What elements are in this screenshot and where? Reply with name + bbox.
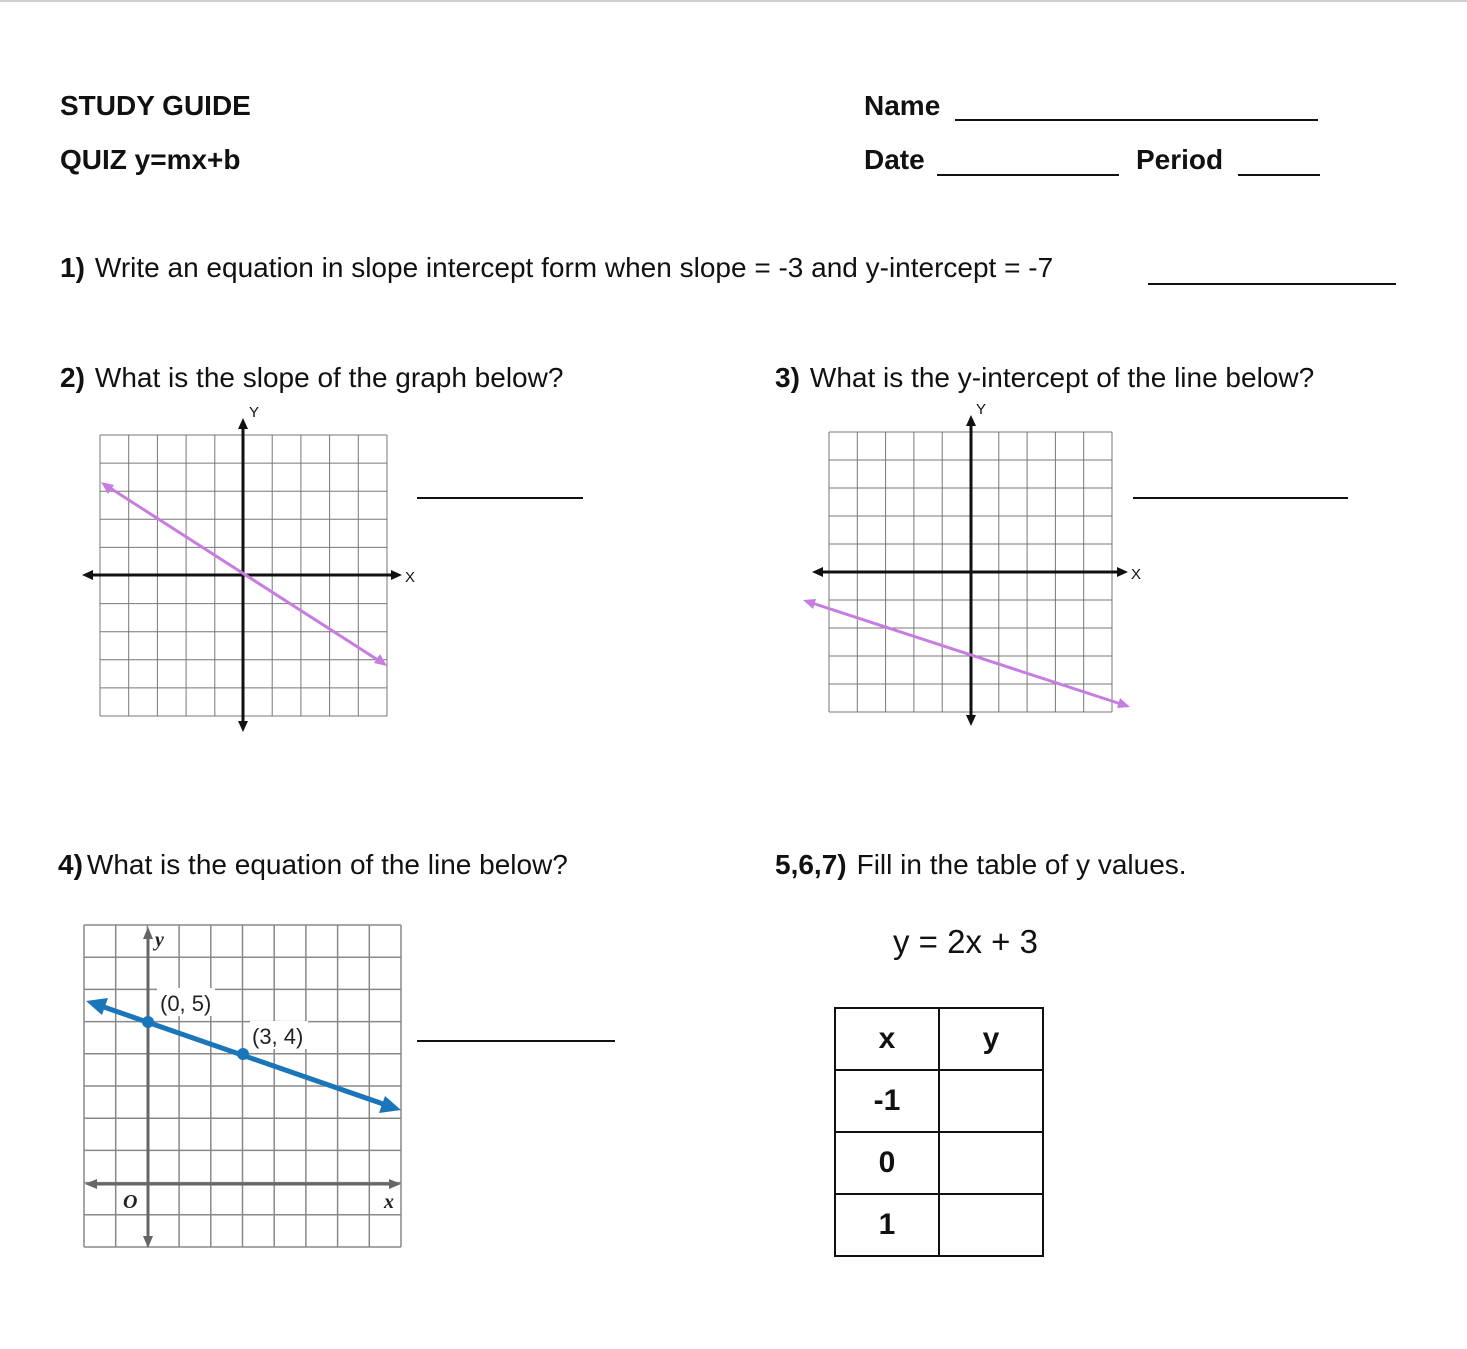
graph-2-y-label: Y [249,404,260,421]
graph-3-x-label: X [1131,566,1142,583]
values-table [834,1007,1044,1257]
table-y-answer-cell[interactable] [939,1194,1043,1256]
graph-4-point-2-label: (3, 4) [252,1024,304,1049]
graph-4-y-label: y [155,929,164,951]
question-4-number: 4) [58,849,83,880]
question-5-6-7 [775,849,1187,881]
question-4-text: What is the equation of the line below? [86,849,568,880]
graph-4-point-1 [142,1016,154,1028]
graph-4-origin-label: O [123,1191,138,1213]
question-2-text: What is the slope of the graph below? [94,362,564,393]
table-row [835,1070,1043,1132]
equation: y = 2x + 3 [893,923,1038,960]
question-5-6-7-text: Fill in the table of y values. [856,849,1187,880]
graph-3-y-label: Y [976,401,987,418]
question-5-6-7-number: 5,6,7) [775,849,847,880]
period-label: Period [1136,144,1224,175]
question-1-number: 1) [60,252,85,283]
table-y-answer-cell[interactable] [939,1132,1043,1194]
table-row [835,1194,1043,1256]
question-1-text: Write an equation in slope intercept form when slope = -3 and y-intercept = -7 [94,252,1054,283]
graph-4-y-arrow-up [143,927,153,939]
graph-4-point-2 [237,1048,249,1060]
graph-2-x-label: X [405,569,416,586]
graph-4-x-label: x [384,1191,394,1213]
table-row [835,1132,1043,1194]
table-y-answer-cell[interactable] [939,1070,1043,1132]
graph-4-line-arrow-end [379,1096,401,1113]
table-x-cell: -1 [835,1070,939,1132]
table-header-row [835,1008,1043,1070]
graph-4-y-arrow-down [143,1236,153,1248]
table-header-y: y [939,1008,1043,1070]
graph-4-point-1-label: (0, 5) [160,991,212,1016]
graph-4-x-arrow-right [389,1179,401,1189]
table-header-x: x [835,1008,939,1070]
name-label: Name [864,90,941,121]
table-x-cell: 0 [835,1132,939,1194]
doc-title: STUDY GUIDE [60,90,251,121]
date-label: Date [864,144,925,175]
graph-4-line-arrow-start [86,998,108,1015]
question-3-text: What is the y-intercept of the line below? [809,362,1315,393]
doc-subtitle: QUIZ y=mx+b [60,144,241,175]
question-3-number: 3) [775,362,800,393]
question-2-number: 2) [60,362,85,393]
table-x-cell: 1 [835,1194,939,1256]
graph-4-x-arrow-left [85,1179,97,1189]
